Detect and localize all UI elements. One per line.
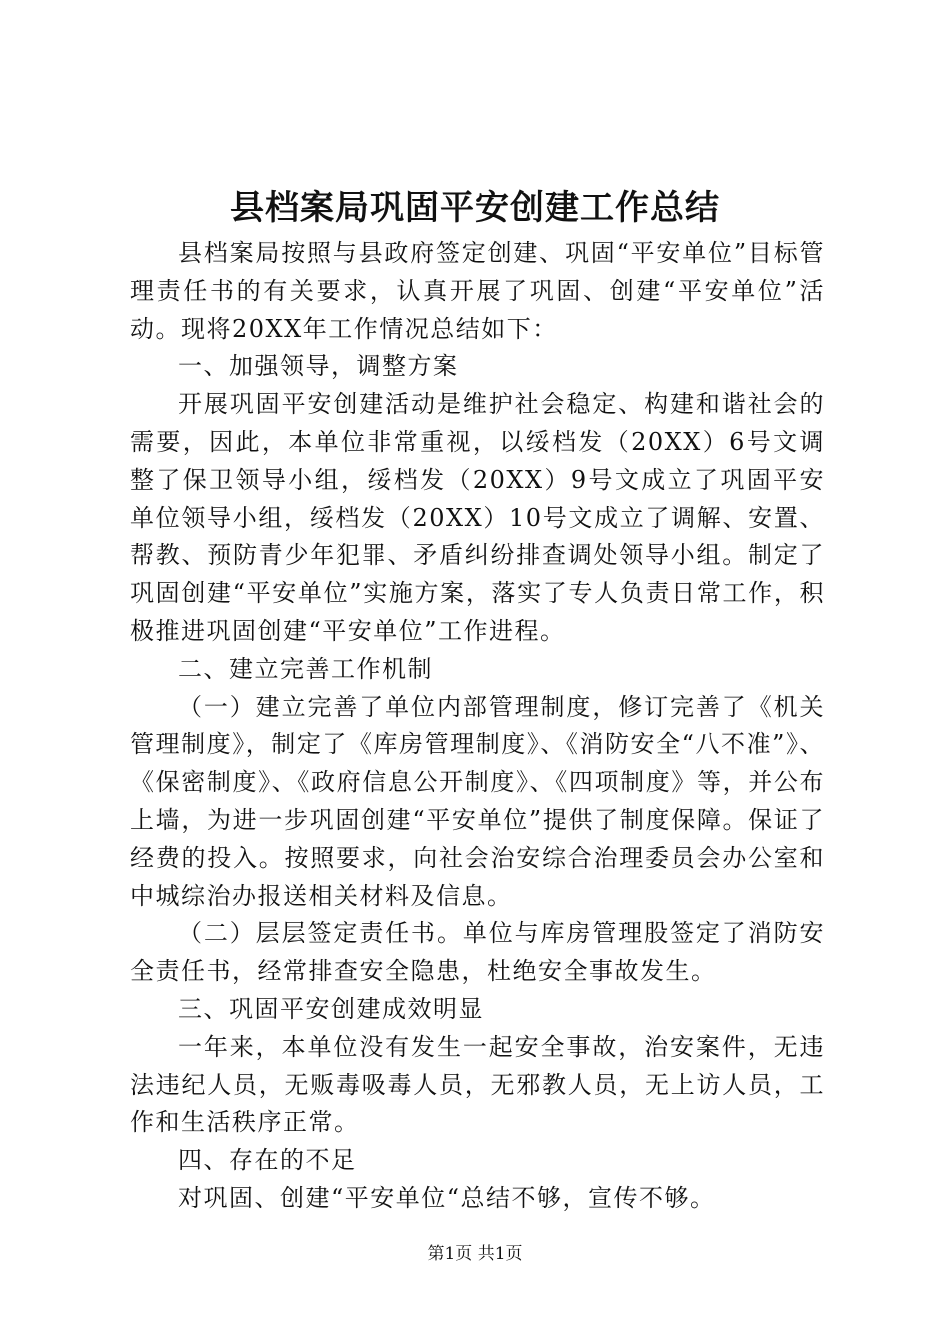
section-heading-4: 四、存在的不足 — [178, 1146, 357, 1175]
section-heading-2: 二、建立完善工作机制 — [178, 654, 433, 683]
paragraph-section-3: 一年来，本单位没有发生一起安全事故，治安案件，无违法违纪人员，无贩毒吸毒人员，无邪教人员，无上访人员，工作和生活秩序正常。 — [130, 1032, 825, 1137]
paragraph-section-2-item-1: （一）建立完善了单位内部管理制度，修订完善了《机关管理制度》，制定了《库房管理制度》、《消防安全“八不准”》、《保密制度》、《政府信息公开制度》、《四项制度》等，并公布上墙，为进一步巩固创建“平安单位”提供了制度保障。保证了经费的投入。按照要求，向社会治安综合治理委员会办公室和中城综治办报送相关材料及信息。 — [130, 692, 825, 910]
section-heading-3: 三、巩固平安创建成效明显 — [178, 994, 484, 1023]
document-body — [130, 235, 825, 1218]
document-title: 县档案局巩固平安创建工作总结 — [230, 188, 720, 228]
page-number-footer: 第1页 共1页 — [427, 1244, 523, 1264]
section-heading-1: 一、加强领导，调整方案 — [178, 352, 459, 381]
paragraph-section-1: 开展巩固平安创建活动是维护社会稳定、构建和谐社会的需要，因此，本单位非常重视，以绥档发（20XX）6号文调整了保卫领导小组，绥档发（20XX）9号文成立了巩固平安单位领导小组，绥档发（20XX）10号文成立了调解、安置、帮教、预防青少年犯罪、矛盾纠纷排查调处领导小组。制定了巩固创建“平安单位”实施方案，落实了专人负责日常工作，积极推进巩固创建“平安单位”工作进程。 — [130, 390, 825, 645]
paragraph-section-4: 对巩固、创建“平安单位“总结不够，宣传不够。 — [178, 1183, 716, 1212]
paragraph-section-2-item-2: （二）层层签定责任书。单位与库房管理股签定了消防安全责任书，经常排查安全隐患，杜绝安全事故发生。 — [130, 919, 825, 986]
paragraph-intro: 县档案局按照与县政府签定创建、巩固“平安单位”目标管理责任书的有关要求，认真开展了巩固、创建“平安单位”活动。现将20XX年工作情况总结如下： — [130, 239, 825, 343]
